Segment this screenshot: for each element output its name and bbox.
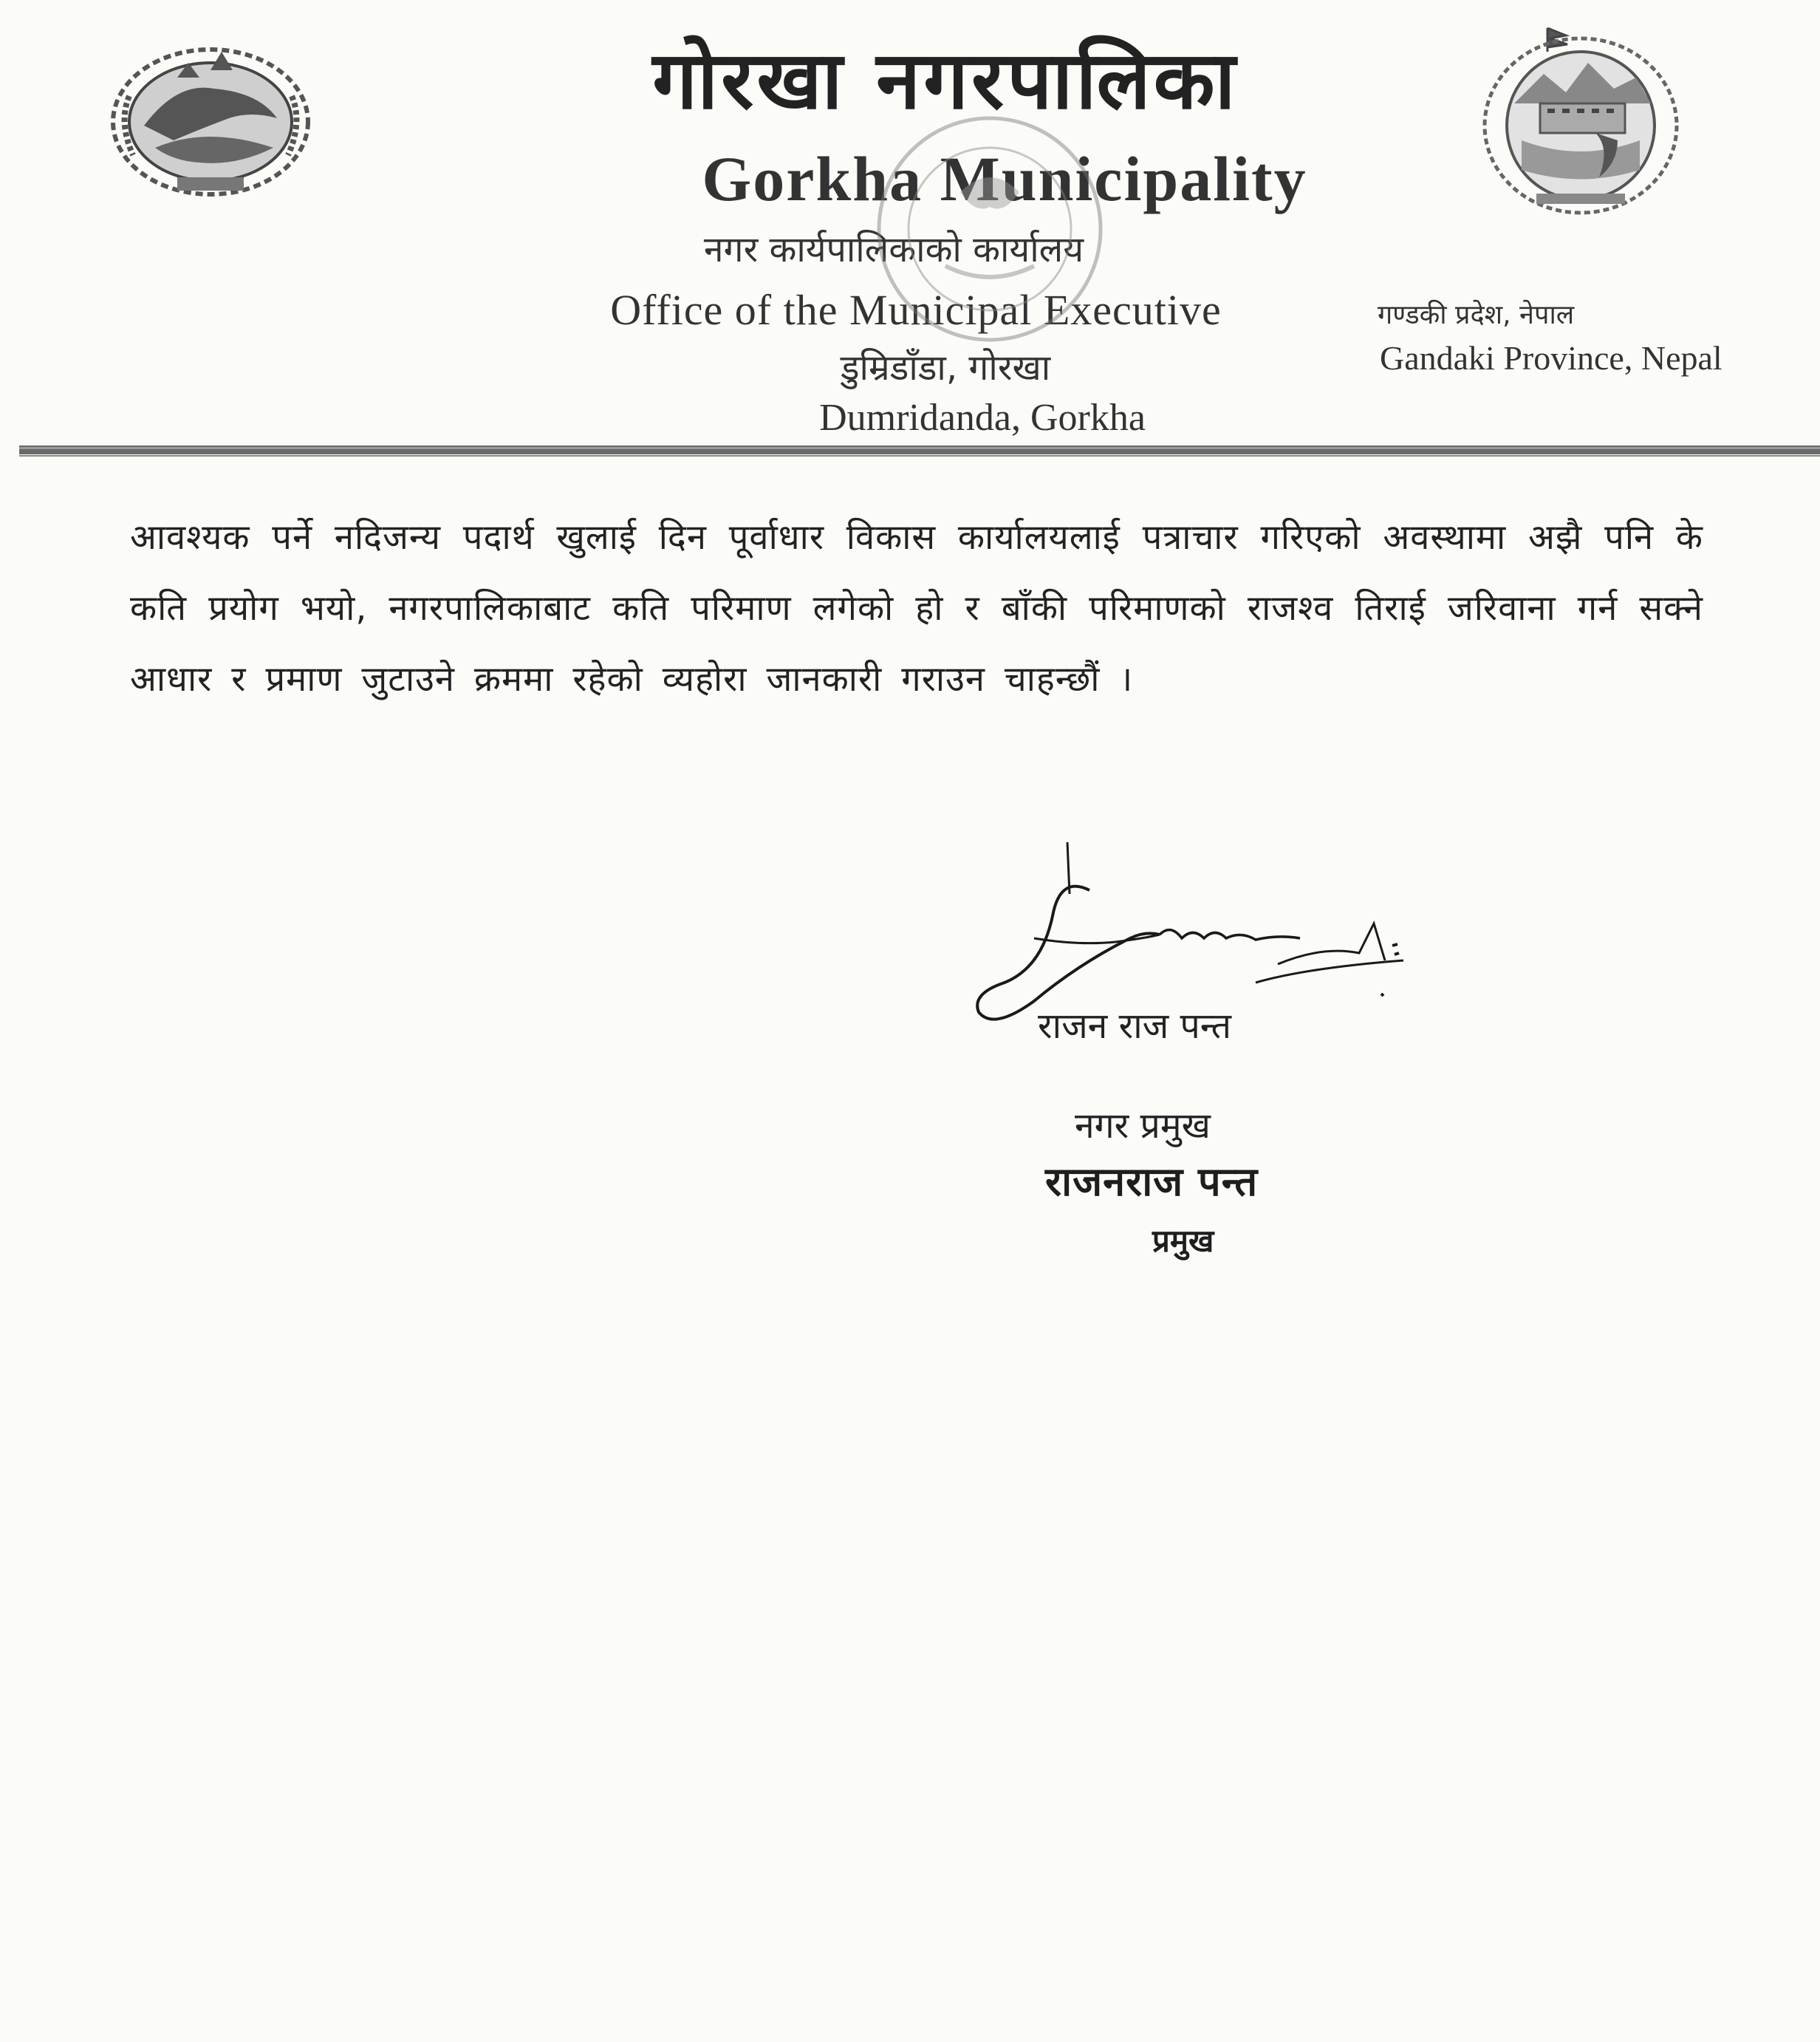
signatory-title: नगर प्रमुख	[1075, 1105, 1211, 1147]
signatory-name-stamp: राजनराज पन्त	[1045, 1158, 1259, 1205]
office-name-nepali: नगर कार्यपालिकाको कार्यालय	[703, 229, 1084, 270]
signatory-name: राजन राज पन्त	[1038, 1005, 1231, 1047]
province-english: Gandaki Province, Nepal	[1380, 339, 1722, 377]
province-nepali: गण्डकी प्रदेश, नेपाल	[1378, 300, 1575, 330]
address-english: Dumridanda, Gorkha	[819, 397, 1146, 439]
office-seal-icon	[857, 103, 1123, 347]
letter-body: आवश्यक पर्ने नदिजन्य पदार्थ खुलाई दिन पूर्वाधार विकास कार्यालयलाई पत्राचार गरिएको अवस्थामा अझै पनि के कति प्रयोग भयो, नगरपालिकाबाट कति परिमाण लगेको हो र बाँकी परिमाणको राजश्व तिराई जरिवाना गर्न सक्ने आधार र प्रमाण जुटाउने क्रममा रहेको व्यहोरा जानकारी गराउन चाहन्छौं ।	[130, 517, 1703, 700]
municipality-title-english: Gorkha Municipality	[702, 143, 1307, 214]
address-nepali: डुम्रिडाँडा, गोरखा	[840, 347, 1051, 389]
header-divider	[19, 443, 1820, 460]
office-name-english: Office of the Municipal Executive	[610, 286, 1222, 334]
signatory-role-stamp: प्रमुख	[1152, 1223, 1214, 1259]
gorkha-municipality-logo-icon	[1470, 22, 1691, 222]
municipality-title-nepali: गोरखा नगरपालिका	[652, 35, 1239, 127]
nepal-government-emblem-icon	[103, 37, 318, 199]
